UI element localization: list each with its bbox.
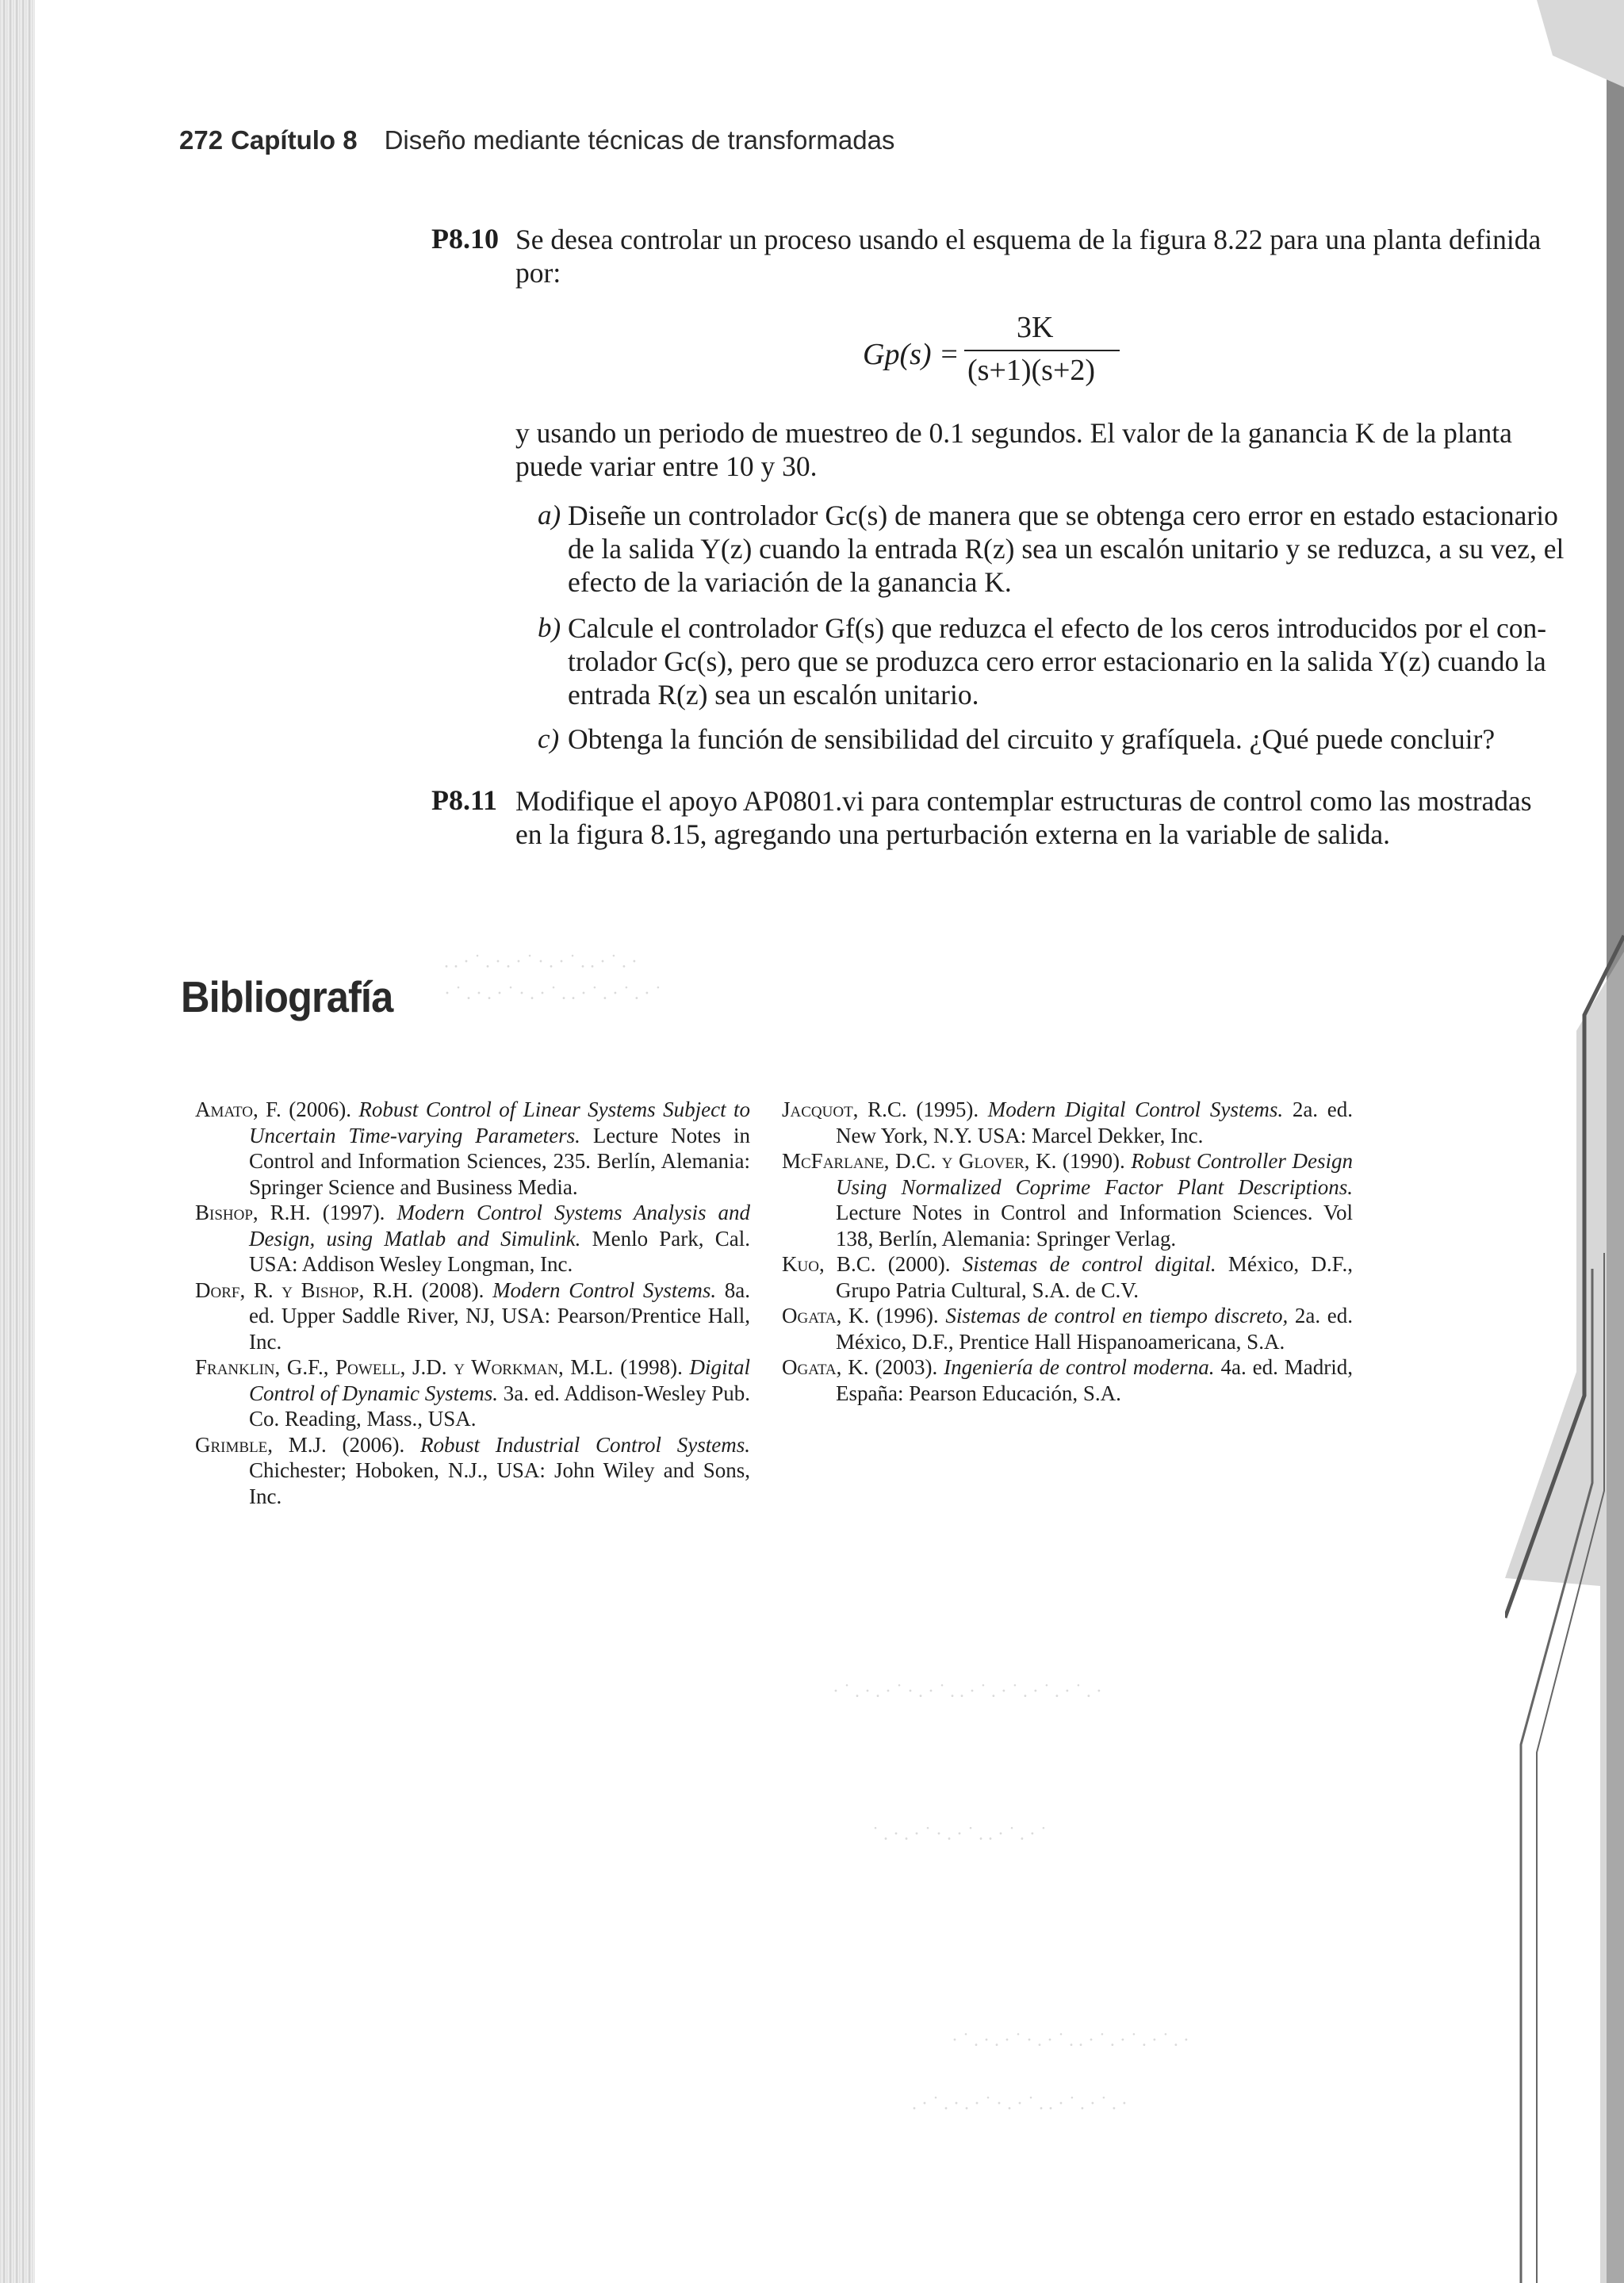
chapter-label: Capítulo 8 (231, 125, 358, 155)
ref-author: Kuo, B.C. (782, 1252, 876, 1276)
item-label: c) (538, 723, 560, 754)
ref-publication: 4a. ed. Madrid, España: Pearson Educación, S.A. (836, 1355, 1354, 1405)
reference-entry (195, 1097, 750, 1200)
ref-title: Digital Control of Dynamic Systems. (249, 1355, 750, 1405)
bibliography-heading: Bibliografía (181, 972, 393, 1021)
problem-number: P8.10 (431, 223, 499, 255)
page-number: 272 (179, 125, 224, 155)
reference-entry (782, 1251, 1353, 1303)
ref-year: (2008). (413, 1277, 493, 1302)
equation-denominator: (s+1)(s+2) (967, 354, 1096, 387)
ref-publication: 8a. ed. Upper Saddle River, NJ, USA: Pearson/Prentice Hall, Inc. (249, 1277, 751, 1354)
problem-item-text: Calcule el controlador Gf(s) que reduzca el efecto de los ceros introducidos por el con- (568, 612, 1547, 644)
ref-year: (2006). (326, 1432, 421, 1457)
bleed-through: ˙ . · . · ˙ · . · ˙ . . · ˙ . · ˙ (872, 1824, 1047, 1844)
reference-entry (782, 1148, 1353, 1251)
ref-author: Dorf, R. y Bishop, R.H. (195, 1277, 413, 1302)
problem-item-text: Diseñe un controlador Gc(s) de manera que se obtenga cero error en estado estacionario (568, 500, 1558, 531)
problem-item-text: trolador Gc(s), pero que se produzca cero error estacionario en la salida Y(z) cuando la (568, 645, 1546, 677)
problem-item-text: Obtenga la función de sensibilidad del circuito y grafíquela. ¿Qué puede concluir? (568, 723, 1496, 755)
ref-publication: Menlo Park, Cal. USA: Addison Wesley Longman, Inc. (249, 1226, 750, 1276)
problem-text: en la figura 8.15, agregando una perturbación externa en la variable de salida. (515, 818, 1390, 850)
ref-author: Bishop, R.H. (195, 1201, 311, 1224)
ref-title: Robust Controller Design Using Normalized Coprime Factor Plant Descriptions. (836, 1149, 1353, 1199)
ref-publication: 2a. ed. New York, N.Y. USA: Marcel Dekker, Inc. (836, 1097, 1353, 1147)
bleed-through: . · ˙ . · . · ˙ · . · ˙ . . · ˙ . · ˙ . · (912, 2093, 1128, 2114)
ref-year: (1996). (869, 1304, 946, 1327)
reference-entry (782, 1097, 1353, 1148)
problem-text: Se desea controlar un proceso usando el esquema de la figura 8.22 para una planta definida (515, 224, 1542, 255)
reference-entry (782, 1354, 1353, 1406)
ref-year: (1998). (613, 1355, 690, 1379)
ref-author: Amato, F. (195, 1097, 282, 1121)
ref-author: Grimble, M.J. (195, 1432, 327, 1457)
ref-title: Robust Control of Linear Systems Subject to Uncertain Time-varying Parameters. (249, 1097, 751, 1147)
equation-numerator: 3K (1017, 311, 1054, 344)
problem-text: por: (515, 257, 561, 289)
references-right-column (782, 1097, 1353, 1406)
ref-title: Sistemas de control digital. (962, 1252, 1216, 1276)
ref-author: Franklin, G.F., Powell, J.D. y Workman, M.L. (195, 1355, 614, 1379)
ref-publication: México, D.F., Grupo Patria Cultural, S.A. de C.V. (836, 1252, 1354, 1302)
ref-publication: 3a. ed. Addison-Wesley Pub. Co. Reading, Mass., USA. (249, 1381, 751, 1431)
ref-title: Sistemas de control en tiempo discreto, (945, 1304, 1289, 1327)
ref-year: (1995). (906, 1097, 988, 1121)
ref-year: (2006). (281, 1097, 359, 1121)
problem-item-text: de la salida Y(z) cuando la entrada R(z) sea un escalón unitario y se reduzca, a su vez, el (568, 533, 1565, 565)
ref-publication: Chichester; Hoboken, N.J., USA: John Wiley and Sons, Inc. (249, 1458, 750, 1508)
references-left-column (195, 1097, 750, 1509)
problem-text: puede variar entre 10 y 30. (515, 450, 818, 482)
reference-entry (195, 1277, 750, 1355)
problem-number: P8.11 (431, 784, 498, 816)
ref-year: (2000). (875, 1252, 963, 1276)
scan-edge-right (1505, 0, 1624, 2283)
ref-year: (2003). (868, 1355, 944, 1379)
reference-entry (782, 1303, 1353, 1354)
bleed-through: · ˙ . · . · ˙ · . · ˙ . . · ˙ . · ˙ . · ˙ . · (952, 2030, 1189, 2051)
ref-author: Ogata, K. (782, 1355, 869, 1379)
ref-author: McFarlane, D.C. y Glover, K. (782, 1149, 1057, 1173)
problem-item-text: entrada R(z) sea un escalón unitario. (568, 679, 979, 711)
ref-author: Jacquot, R.C. (782, 1097, 907, 1121)
reference-entry (195, 1354, 750, 1432)
ref-year: (1990). (1056, 1149, 1132, 1173)
ref-title: Robust Industrial Control Systems. (420, 1432, 751, 1457)
problem-text: y usando un periodo de muestreo de 0.1 segundos. El valor de la ganancia K de la planta (515, 417, 1512, 449)
ref-publication: 2a. ed. México, D.F., Prentice Hall Hispanoamericana, S.A. (836, 1304, 1354, 1354)
bleed-through: · ˙ . · . · ˙ · . · ˙ . . · ˙ . · ˙ . · ˙ . · ˙ . · (833, 1681, 1102, 1702)
ref-publication: Lecture Notes in Control and Information Sciences. Vol 138, Berlín, Alemania: Springer Verlag. (836, 1201, 1353, 1251)
fraction-bar (964, 350, 1120, 351)
transfer-function-equation (863, 305, 1124, 408)
bleed-through: . . · ˙ . · . · ˙ · . · ˙ . . · ˙ . · (444, 952, 638, 972)
problem-item-text: efecto de la variación de la ganancia K. (568, 566, 1012, 598)
ref-year: (1997). (310, 1201, 397, 1224)
item-label: a) (538, 500, 561, 531)
ref-title: Modern Control Systems. (492, 1277, 717, 1302)
problem-text: Modifique el apoyo AP0801.vi para contemplar estructuras de control como las mostradas (515, 785, 1532, 817)
section-title: Diseño mediante técnicas de transformadas (384, 125, 895, 155)
bleed-through: · ˙ . · . · ˙ · . · ˙ . . · ˙ . · ˙ . · ˙ (444, 983, 661, 1004)
ref-title: Modern Digital Control Systems. (987, 1097, 1284, 1121)
ref-title: Modern Control Systems Analysis and Design, using Matlab and Simulink. (249, 1201, 750, 1251)
ref-author: Ogata, K. (782, 1304, 870, 1327)
ref-publication: Lecture Notes in Control and Information Sciences, 235. Berlín, Alemania: Springer Science and Business Media. (249, 1123, 750, 1199)
scan-edge-left (0, 0, 35, 2283)
reference-entry (195, 1432, 750, 1510)
item-label: b) (538, 612, 561, 643)
ref-title: Ingeniería de control moderna. (944, 1355, 1215, 1379)
reference-entry (195, 1200, 750, 1277)
equation-lhs: Gp(s) = (863, 338, 959, 371)
running-head (179, 125, 894, 155)
